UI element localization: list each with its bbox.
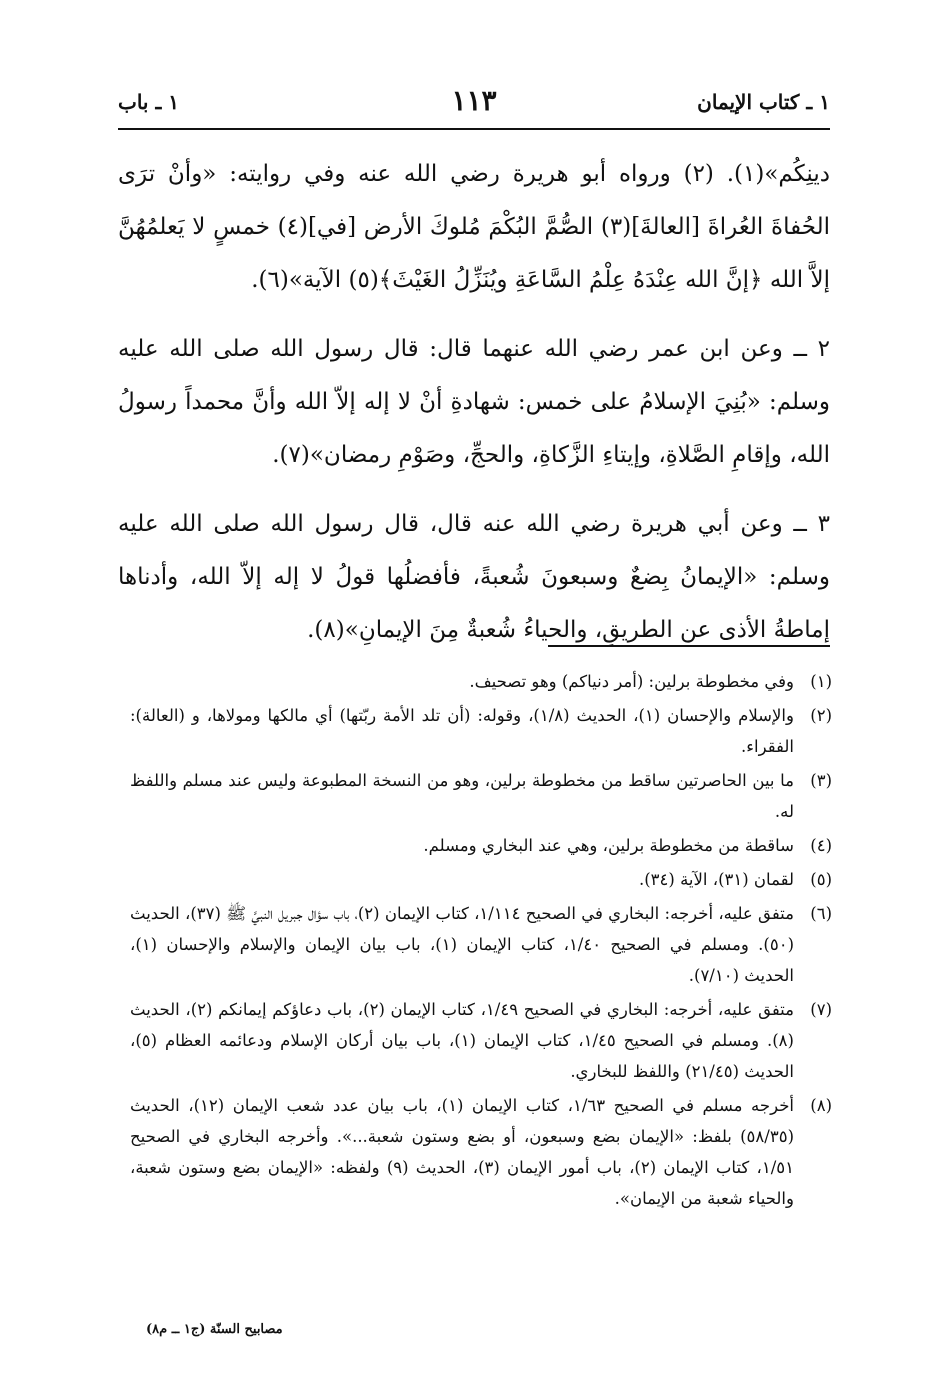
- main-text: [118, 148, 830, 673]
- footnote-text: والإسلام والإحسان (١)، الحديث (١/٨)، وقوله: (أن تلد الأمة ربّتها) أي مالكها ومولاها، و (العالة): الفقراء.: [130, 706, 794, 756]
- footnote-5: [130, 864, 832, 895]
- paragraph-2: ٢ ــ وعن ابن عمر رضي الله عنهما قال: قال رسول الله صلى الله عليه وسلم: «بُنِيَ الإسلامُ على خمس: شهادةِ أنْ لا إله إلاّ الله وأنَّ محمداً رسولُ الله، وإقامِ الصَّلاةِ، وإيتاءِ الزَّكاةِ، والحجِّ، وصَوْمِ رمضان»(٧).: [118, 336, 830, 468]
- footnote-text: وفي مخطوطة برلين: (أمر دنياكم) وهو تصحيف.: [469, 672, 794, 691]
- footnote-number: (٧): [810, 1000, 832, 1019]
- footnotes: [130, 666, 832, 1217]
- footnote-3: [130, 765, 832, 827]
- footnote-number: (٦): [810, 904, 832, 923]
- footnote-text: ساقطة من مخطوطة برلين، وهي عند البخاري ومسلم.: [423, 836, 794, 855]
- paragraph-3: ٣ ــ وعن أبي هريرة رضي الله عنه قال، قال رسول الله صلى الله عليه وسلم: «الإيمانُ بِضعٌ وسبعونَ شُعبةً، فأفضلُها قولُ لا إله إلاّ الله، وأدناها إماطةُ الأذى عن الطريقِ، والحياءُ شُعبةٌ مِنَ الإيمانِ»(٨).: [118, 511, 830, 643]
- header-divider: [118, 128, 830, 130]
- running-header: [118, 84, 830, 124]
- footnote-number: (٣): [810, 771, 832, 790]
- footnote-number: (٥): [810, 870, 832, 889]
- footnote-4: [130, 830, 832, 861]
- footnote-7: [130, 994, 832, 1087]
- section-title: ١ ـ باب: [118, 90, 180, 114]
- chapter-title: ١ ـ كتاب الإيمان: [697, 90, 830, 114]
- footnote-number: (١): [810, 672, 832, 691]
- footnote-number: (٤): [810, 836, 832, 855]
- footnote-number: (٨): [810, 1096, 832, 1115]
- footnote-8: [130, 1090, 832, 1214]
- footnote-6: [130, 898, 832, 991]
- footnote-text: لقمان (٣١)، الآية (٣٤).: [638, 870, 794, 889]
- footnote-text: متفق عليه، أخرجه: البخاري في الصحيح ١/٤٩، كتاب الإيمان (٢)، باب دعاؤكم إيمانكم (٢)، الحديث (٨). ومسلم في الصحيح ١/٤٥، كتاب الإيمان (١)، باب بيان أركان الإسلام ودعائمه العظام (٥)، الحديث (٢١/٤٥) واللفظ للبخاري.: [130, 1000, 794, 1081]
- footnote-text: ما بين الحاصرتين ساقط من مخطوطة برلين، وهو من النسخة المطبوعة وليس عند مسلم واللفظ له.: [130, 771, 794, 821]
- footnote-text: أخرجه مسلم في الصحيح ١/٦٣، كتاب الإيمان (١)، باب بيان عدد شعب الإيمان (١٢)، الحديث (٥٨/٣٥) بلفظ: «الإيمان بضع وسبعون، أو بضع وستون شعبة...». وأخرجه البخاري في الصحيح ١/٥١، كتاب الإيمان (٢)، باب أمور الإيمان (٣)، الحديث (٩) ولفظه: «الإيمان بضع وستون شعبة، والحياء شعبة من الإيمان».: [130, 1096, 794, 1208]
- paragraph-1: دينِكُم»(١). (٢) ورواه أبو هريرة رضي الله عنه وفي روايته: «وأنْ ترَى الحُفاةَ العُراةَ [العالةَ](٣) الصُّمَّ البُكْمَ مُلوكَ الأرض [في](٤) خمسٍ لا يَعلمُهُنَّ إلاَّ الله ﴿إنَّ الله عِنْدَهُ عِلْمُ السَّاعَةِ ويُنَزِّلُ الغَيْثَ﴾(٥) الآية»(٦).: [118, 161, 830, 293]
- footnote-number: (٢): [810, 706, 832, 725]
- footnote-2: [130, 700, 832, 762]
- printer-signature: مصابيح السنّة (ج١ ــ م٨): [146, 1322, 283, 1337]
- footnote-text: متفق عليه، أخرجه: البخاري في الصحيح ١/١١٤، كتاب الإيمان (٢)، باب سؤال جبريل النبيَّ ﷺ (٣٧)، الحديث (٥٠). ومسلم في الصحيح ١/٤٠، كتاب الإيمان (١)، باب بيان الإيمان والإسلام والإحسان (١)، الحديث (٧/١٠).: [130, 904, 794, 985]
- footnote-1: [130, 666, 832, 697]
- page-number: ١١٣: [451, 84, 497, 117]
- footnote-divider: [548, 645, 830, 647]
